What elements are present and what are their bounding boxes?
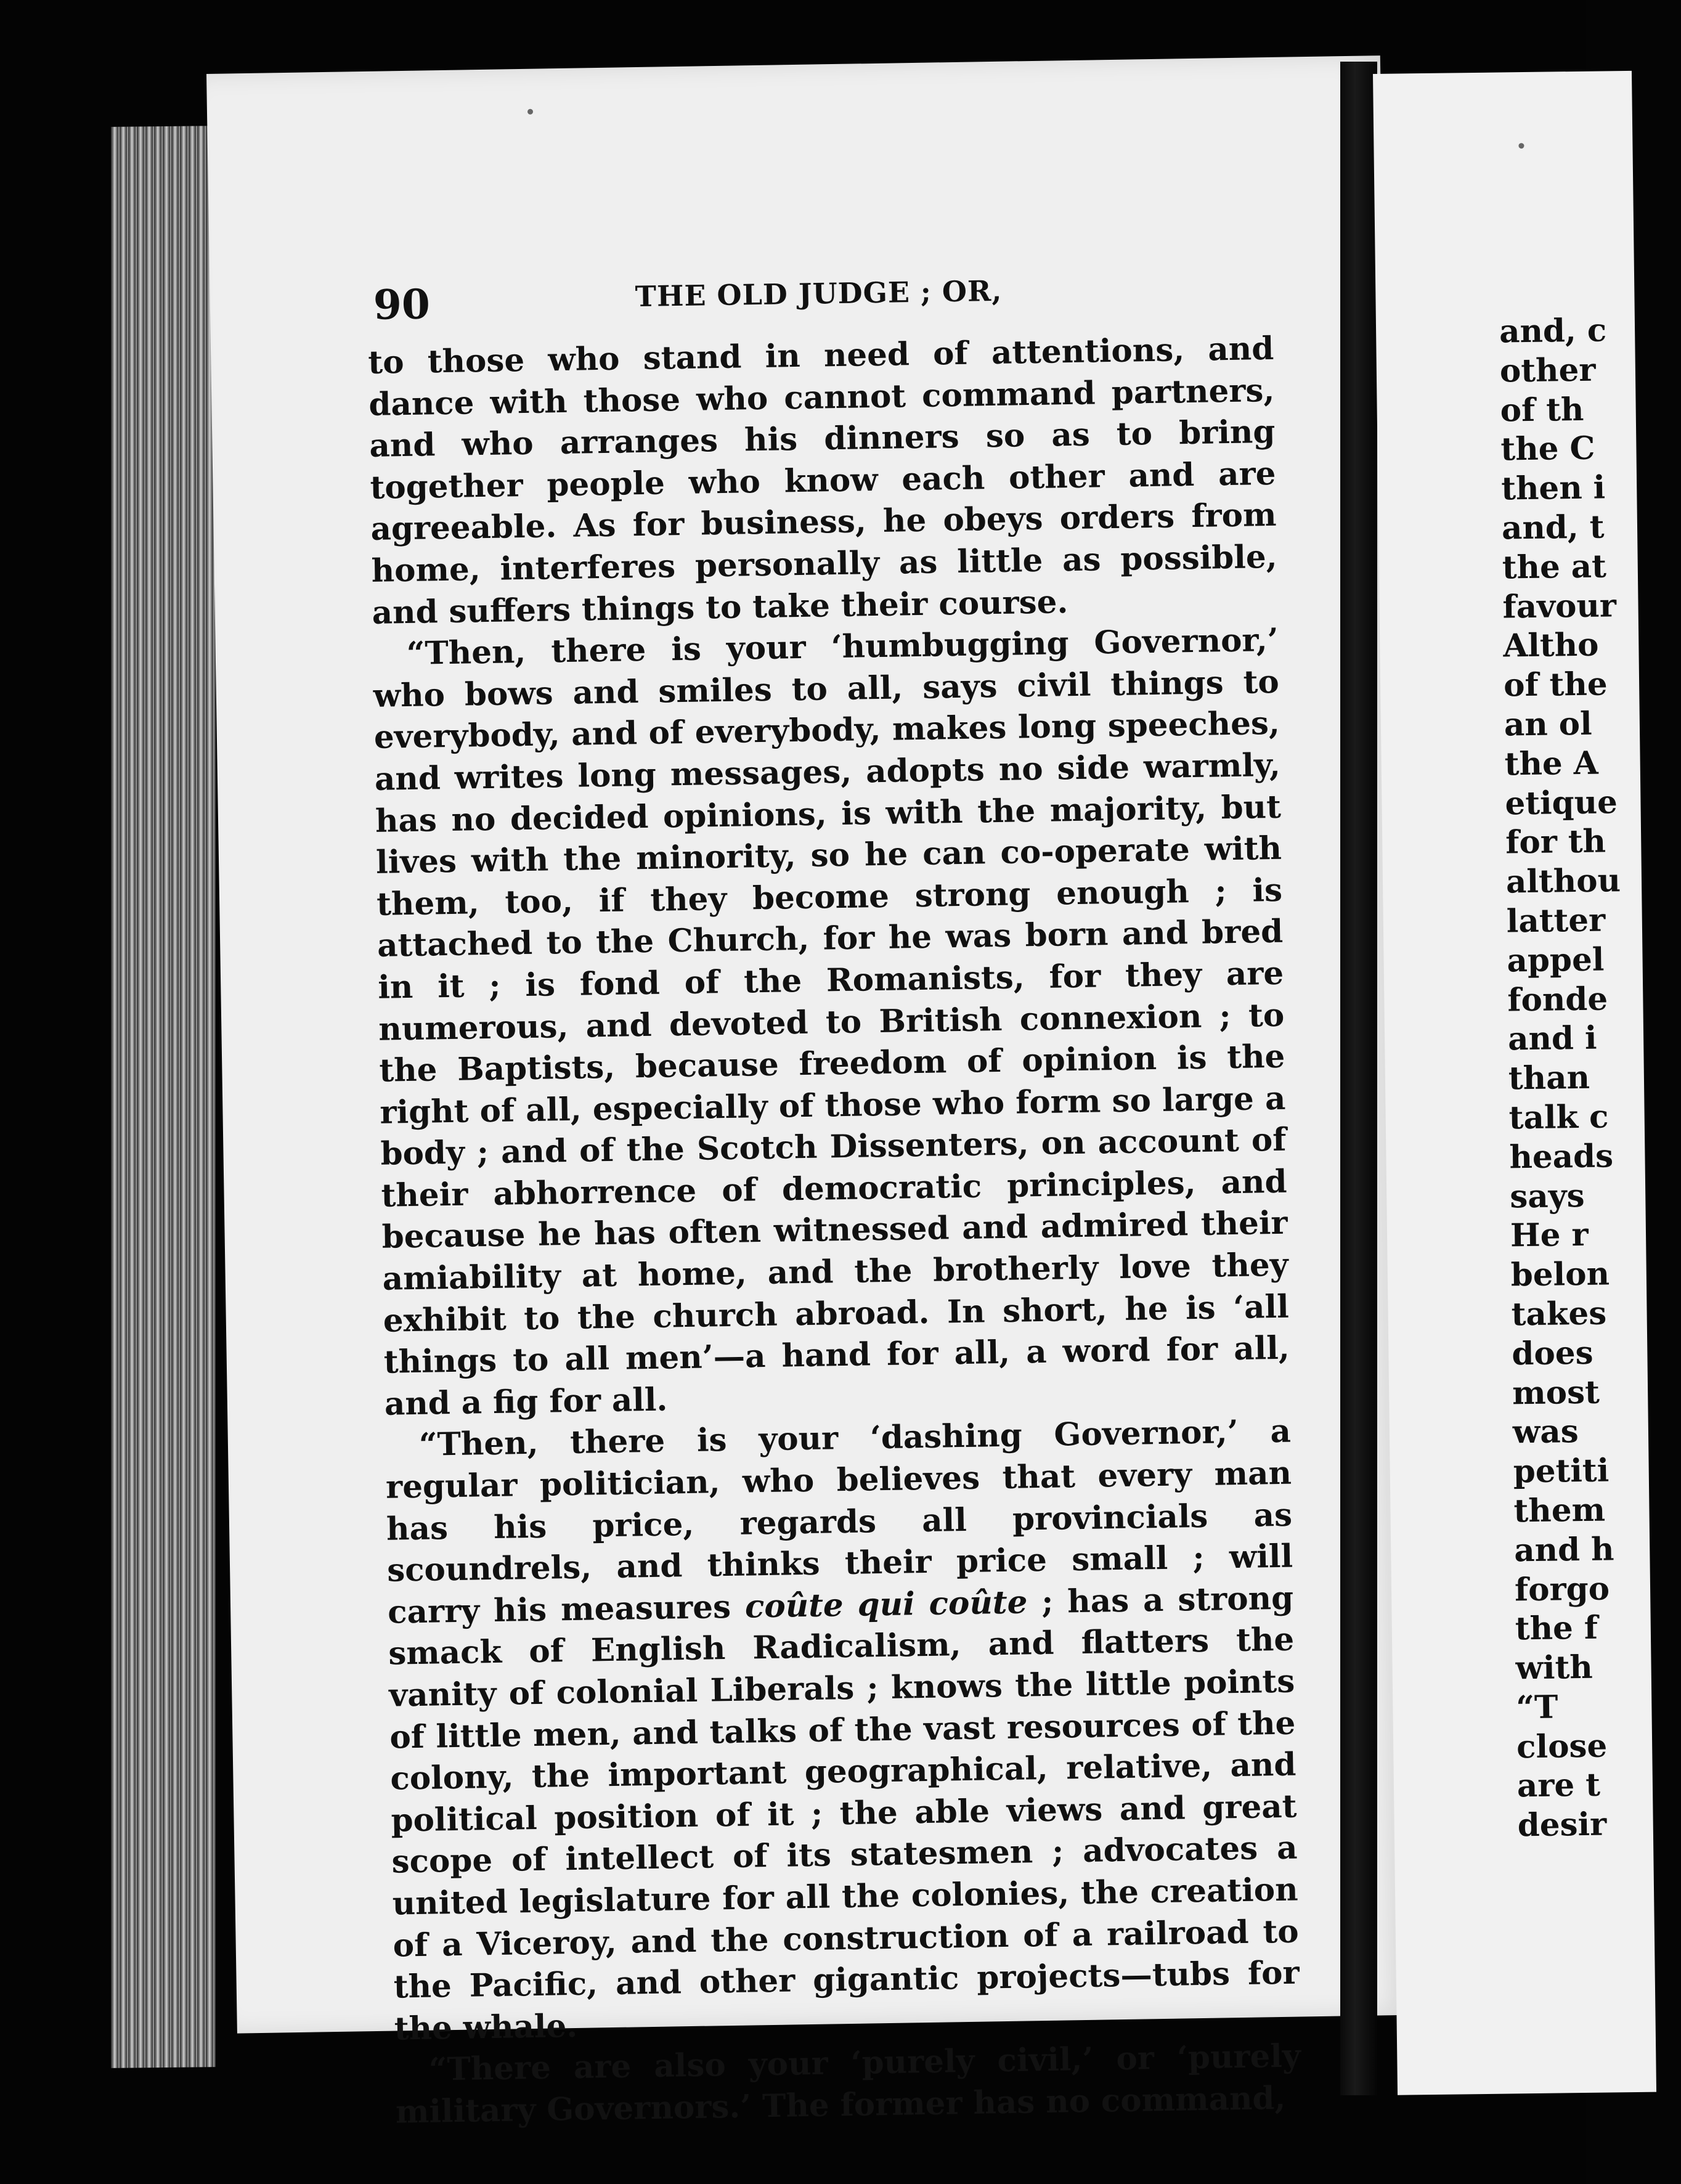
line-fragment: of the bbox=[1503, 666, 1608, 704]
right-page-text bbox=[1499, 311, 1678, 1846]
page-number: 90 bbox=[373, 280, 431, 329]
line-fragment: the f bbox=[1515, 1610, 1598, 1648]
line-fragment: belon bbox=[1510, 1255, 1610, 1294]
line-fragment: althou bbox=[1505, 862, 1621, 901]
line-fragment: etique bbox=[1505, 783, 1618, 823]
book-gutter bbox=[1340, 62, 1377, 2095]
line-fragment: and h bbox=[1513, 1531, 1614, 1570]
line-fragment: does bbox=[1512, 1334, 1593, 1373]
running-head: THE OLD JUDGE ; OR, bbox=[635, 274, 1003, 314]
line-fragment: the at bbox=[1502, 548, 1607, 587]
line-fragment: an ol bbox=[1504, 705, 1592, 744]
line-fragment: then i bbox=[1500, 469, 1606, 508]
italic-phrase: coûte qui coûte bbox=[744, 1584, 1028, 1626]
line-fragment: other bbox=[1499, 351, 1596, 390]
line-fragment: with bbox=[1515, 1648, 1593, 1687]
paragraph-text: “Then, there is your ‘dashing Governor,’ a regular politician, who believes that every man has his price, regards all provincials as scoundrels, and thinks their price small ; will carry his measures bbox=[385, 1413, 1293, 1631]
paragraph: to those who stand in need of attentions, and dance with those who cannot command partners, and who arranges his dinners so as to bring together people who know each other and are agreeable. As for business, he obeys orders from home, interferes personally as little as possible, and suffers things to take their course. bbox=[367, 330, 1277, 632]
line-fragment: heads bbox=[1509, 1138, 1614, 1176]
line-fragment: them bbox=[1513, 1491, 1606, 1530]
line-fragment: Altho bbox=[1502, 626, 1599, 665]
line-fragment: close bbox=[1516, 1727, 1608, 1766]
paragraph: “There are also your ‘purely civil,’ or ‘purely military Governors.’ The former has no command, bbox=[395, 2037, 1301, 2131]
line-fragment: and i bbox=[1507, 1020, 1597, 1058]
paragraph bbox=[385, 1411, 1300, 2050]
line-fragment: the C bbox=[1500, 430, 1595, 468]
line-fragment: desir bbox=[1517, 1806, 1607, 1844]
line-fragment: He r bbox=[1510, 1216, 1589, 1255]
line-fragment: forgo bbox=[1514, 1570, 1610, 1608]
line-fragment: petiti bbox=[1513, 1452, 1610, 1491]
line-fragment: says bbox=[1509, 1177, 1585, 1215]
left-page bbox=[206, 55, 1411, 2131]
paper-speck bbox=[527, 109, 533, 115]
line-fragment: for th bbox=[1505, 823, 1606, 862]
line-fragment: appel bbox=[1507, 941, 1605, 980]
page-edges bbox=[111, 126, 216, 2068]
body-text bbox=[368, 328, 1301, 2133]
line-fragment: was bbox=[1512, 1413, 1579, 1451]
right-page bbox=[1373, 71, 1656, 2095]
paragraph-text: ; has a strong smack of English Radicalism, and flatters the vanity of colonial Liberals ; knows the little points of little men, and talks of the vast resources of the colony, the important geographical, relative, and political position of it ; the able views and great scope of intellect of its statesmen ; advocates a united legislature for all the colonies, the creation of a Viceroy, and the construction of a railroad to the Pacific, and other gigantic projects—tubs for the whale. bbox=[388, 1579, 1300, 2048]
line-fragment: and, c bbox=[1499, 312, 1607, 351]
line-fragment: most bbox=[1512, 1374, 1600, 1412]
line-fragment: are t bbox=[1516, 1767, 1601, 1805]
line-fragment: the A bbox=[1504, 744, 1598, 783]
line-fragment: favour bbox=[1502, 587, 1617, 626]
line-fragment: fonde bbox=[1507, 980, 1608, 1019]
line-fragment: takes bbox=[1511, 1295, 1607, 1334]
line-fragment: and, t bbox=[1501, 508, 1605, 547]
line-fragment: of th bbox=[1500, 391, 1584, 430]
line-fragment: than bbox=[1508, 1059, 1590, 1098]
line-fragment: “T bbox=[1516, 1689, 1558, 1727]
paragraph: “Then, there is your ‘humbugging Governor,’ who bows and smiles to all, says civil things to everybody, and of everybody, makes long speeches, and writes long messages, adopts no side warmly, has no decided opinions, is with the majority, but lives with the minority, so he can co-operate with them, too, if they become strong enough ; is attached to the Church, for he was born and bred in it ; is fond of the Romanists, for they are numerous, and devoted to British connexion ; to the Baptists, because freedom of opinion is the right of all, especially of those who form so large a body ; and of the Scotch Dissenters, on account of their abhorrence of democratic principles, and because he has often witnessed and admired their amiability at home, and the brotherly love they exhibit to the church abroad. In short, he is ‘all things to all men’—a hand for all, a word for all, and a fig for all. bbox=[373, 621, 1290, 1423]
paper-speck bbox=[1518, 143, 1524, 149]
line-fragment: latter bbox=[1506, 902, 1606, 940]
line-fragment: talk c bbox=[1508, 1098, 1609, 1137]
